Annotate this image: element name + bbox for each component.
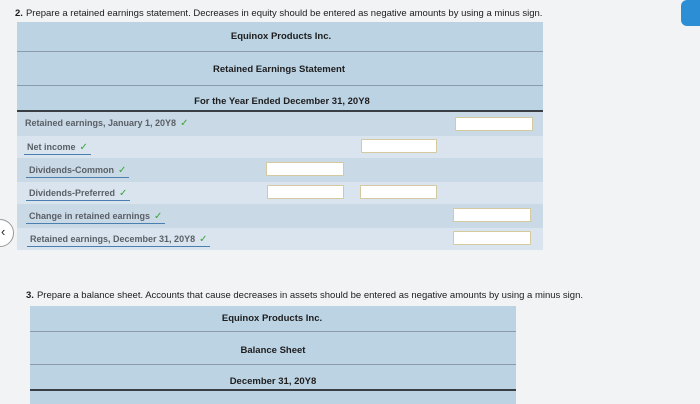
check-icon: ✓	[180, 118, 189, 129]
question-3-instructions	[26, 290, 583, 301]
company-name: Equinox Products Inc.	[230, 31, 332, 42]
amount-input[interactable]	[360, 185, 437, 199]
check-icon: ✓	[119, 188, 128, 199]
table-row	[17, 136, 543, 158]
row-label	[26, 187, 130, 201]
statement-period: For the Year Ended December 31, 20Y8	[194, 96, 370, 107]
row-label-text: Dividends-Preferred	[29, 188, 116, 198]
balance-sheet-title: Balance Sheet	[240, 345, 306, 356]
divider	[30, 364, 516, 365]
row-label	[26, 210, 165, 224]
divider	[17, 85, 543, 86]
table-row	[17, 204, 543, 228]
row-label	[22, 117, 191, 130]
amount-input[interactable]	[453, 231, 531, 245]
question-number: 3.	[26, 290, 34, 301]
row-label	[24, 141, 91, 155]
check-icon: ✓	[154, 211, 163, 222]
side-tab[interactable]	[681, 0, 700, 26]
amount-input[interactable]	[361, 139, 437, 153]
divider	[17, 51, 543, 52]
check-icon: ✓	[199, 234, 208, 245]
row-label-text: Dividends-Common	[29, 165, 115, 175]
question-2-instructions	[15, 8, 542, 19]
chevron-left-icon: ‹	[1, 224, 6, 239]
amount-input[interactable]	[266, 162, 344, 176]
table-row	[17, 228, 543, 250]
question-text: Prepare a balance sheet. Accounts that cause decreases in assets should be entered as negative amounts by using a minus sign.	[36, 290, 583, 301]
row-label-text: Retained earnings, December 31, 20Y8	[30, 234, 196, 244]
amount-input[interactable]	[455, 117, 533, 131]
company-name: Equinox Products Inc.	[221, 313, 323, 324]
divider	[30, 331, 516, 332]
amount-input[interactable]	[453, 208, 531, 222]
previous-button[interactable]	[0, 219, 14, 247]
divider	[30, 389, 516, 391]
row-label-text: Change in retained earnings	[29, 211, 151, 221]
question-text: Prepare a retained earnings statement. Decreases in equity should be entered as negative amounts by using a minus sign.	[25, 8, 543, 19]
row-label	[27, 233, 210, 247]
check-icon: ✓	[118, 165, 127, 176]
table-row	[17, 112, 543, 136]
row-label	[26, 164, 129, 178]
table-row	[17, 158, 543, 182]
table-row	[17, 182, 543, 204]
row-label-text: Retained earnings, January 1, 20Y8	[25, 118, 177, 128]
row-label-text: Net income	[27, 142, 76, 152]
statement-title: Retained Earnings Statement	[213, 64, 345, 75]
check-icon: ✓	[79, 142, 88, 153]
balance-sheet-date: December 31, 20Y8	[229, 376, 317, 387]
question-number: 2.	[15, 8, 23, 19]
amount-input[interactable]	[267, 185, 344, 199]
